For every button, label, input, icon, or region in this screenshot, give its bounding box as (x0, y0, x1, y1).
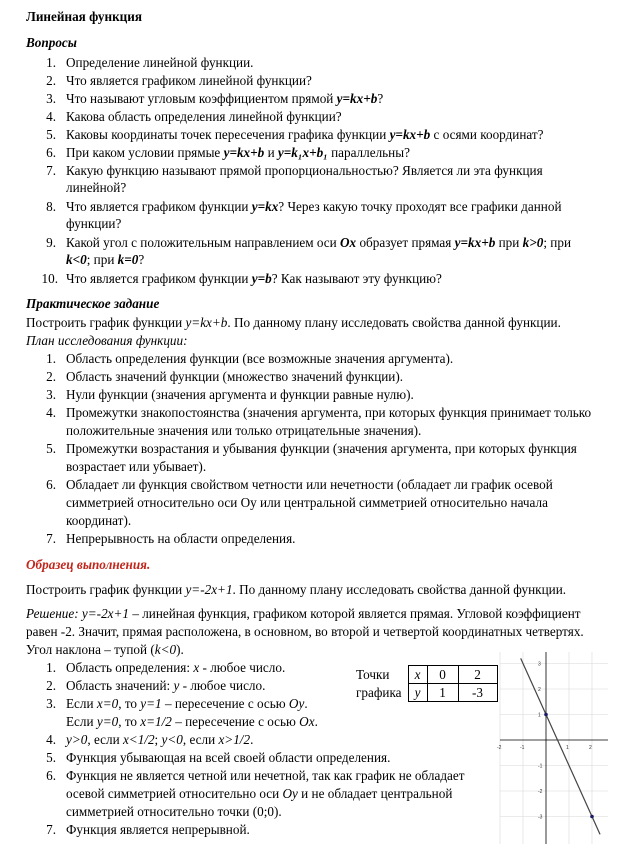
list-item-continuation: положительные значения или только отрицательные значения). (66, 423, 422, 438)
x-tick-label: 2 (589, 745, 592, 751)
list-item-continuation: осевой симметрией относительно оси Oy и не обладает центральной (66, 786, 453, 801)
table-cell: 2 (458, 666, 497, 684)
sample-task: Построить график функции y=-2x+1. По данному плану исследовать свойства данной функции. (26, 582, 567, 597)
y-tick-label: 3 (538, 661, 541, 668)
y-tick-label: -1 (538, 763, 543, 770)
table-cell: 1 (427, 684, 458, 702)
points-table (356, 665, 498, 702)
function-graph (498, 648, 610, 848)
list-item-continuation: Если y=0, то x=1/2 – пересечение с осью Ox. (66, 714, 318, 729)
table-cell: x (408, 666, 427, 684)
x-tick-label: -1 (520, 745, 525, 751)
y-tick-label: -2 (538, 789, 543, 795)
list-item-continuation: возрастает или убывает). (66, 459, 207, 474)
list-item-continuation: линейной? (66, 180, 127, 195)
y-tick-label: -3 (538, 814, 543, 821)
practice-task: Построить график функции y=kx+b. По данному плану исследовать свойства данной функции. (26, 315, 561, 330)
list-item-continuation: координат). (66, 513, 132, 528)
list-item-continuation: симметрией относительно точки (0;0). (66, 804, 282, 819)
document-title: Линейная функция (26, 9, 143, 24)
y-tick-label: 2 (538, 687, 541, 693)
table-cell: y (408, 684, 427, 702)
solution-line-1: Решение: y=-2x+1 – линейная функция, графиком которой является прямая. Угловой коэффициент (26, 606, 581, 621)
practice-heading: Практическое задание (26, 296, 160, 311)
table-cell: -3 (458, 684, 497, 702)
list-item-continuation: k<0; при k=0? (66, 252, 145, 267)
document-page: Линейная функция Вопросы 1. Определение линейной функции. 2. Что является графиком линейной функции? 3. Что называют угловым коэффициентом прямой y=kx+b? 4. Какова область определения линейной функции? 5. Каковы координаты точек пересечения графика функции y=kx+b с осями координат? 6. При каком условии прямые y=kx+b и y=k₁x+b₁ параллельны? 7. Какую функцию называют прямой пропорциональностью? Является ли эта функция линейной? 8. Что является графиком функции y=kx? Через какую точку проходят все графики данной функции? 9. Какой угол с положительным направлением оси Ox образует прямая y=kx+b при k>0; при k<0; при k=0? 10. Что является графиком функции y=b? Как называют эту функцию? Практическое задание Построить график функции y=kx+b. По данному плану исследовать свойства данной функции. План исследования функции: 1. Область определения функции (все возможные значения аргумента). 2. Область значений функции (множество значений функции). 3. Нули функции (значения аргумента и функции равные нулю). 4. Промежутки знакопостоянства (значения аргумента, при которых функция принимает только положительные значения или только отрицательные значения). 5. Промежутки возрастания и убывания функции (значения аргумента, при которых функция возрастает или убывает). 6. Обладает ли функция свойством четности или нечетности (обладает ли график осевой симметрией относительно оси Oy или центральной симметрией относительно начала координат). 7. Непрерывность на области определения. Образец выполнения. Построить график функции y=-2x+1. По данному плану исследовать свойства данной функции. Решение: y=-2x+1 – линейная функция, графиком которой является прямая. Угловой коэффициент равен -2. Значит, прямая расположена, в основном, во второй и четвертой координатных четвертях. Угол наклона – тупой (k<0). 1. Область определения: x - любое число. 2. Область значений: y - любое число. 3. Если x=0, то y=1 – пересечение с осью Oy. Если y=0, то x=1/2 – пересечение с осью Ox. 4. y>0, если x<1/2; y<0, если x>1/2. 5. Функция убывающая на всей своей области определения. 6. Функция не является четной или нечетной, так как график не обладает осевой симметрией относительно оси Oy и не обладает центральной симметрией относительно точки (0;0). 7. Функция является непрерывной. Точки x 0 2 графика y 1 -3 -2 -1 1 2 3 2 1 -1 -2 -3 (0, 0, 635, 864)
solution-line-2: равен -2. Значит, прямая расположена, в основном, во второй и четвертой координатных четвертях. (26, 624, 584, 639)
table-label: Точки (356, 666, 390, 682)
data-point (544, 713, 548, 717)
table-label: графика (356, 684, 402, 700)
table-row (356, 666, 497, 684)
questions-heading: Вопросы (26, 35, 77, 50)
list-item-continuation: симметрией относительно оси Oy или центральной симметрией относительно начала (66, 495, 548, 510)
x-tick-label: -2 (497, 745, 502, 751)
y-tick-label: 1 (538, 712, 541, 719)
plan-heading: План исследования функции: (26, 333, 188, 348)
list-item-continuation: функции? (66, 216, 122, 231)
table-cell: 0 (427, 666, 458, 684)
data-point (590, 815, 594, 819)
sample-heading: Образец выполнения. (26, 557, 151, 572)
solution-line-3: Угол наклона – тупой (k<0). (26, 642, 184, 657)
x-tick-label: 1 (566, 745, 569, 751)
table-row (356, 684, 497, 702)
